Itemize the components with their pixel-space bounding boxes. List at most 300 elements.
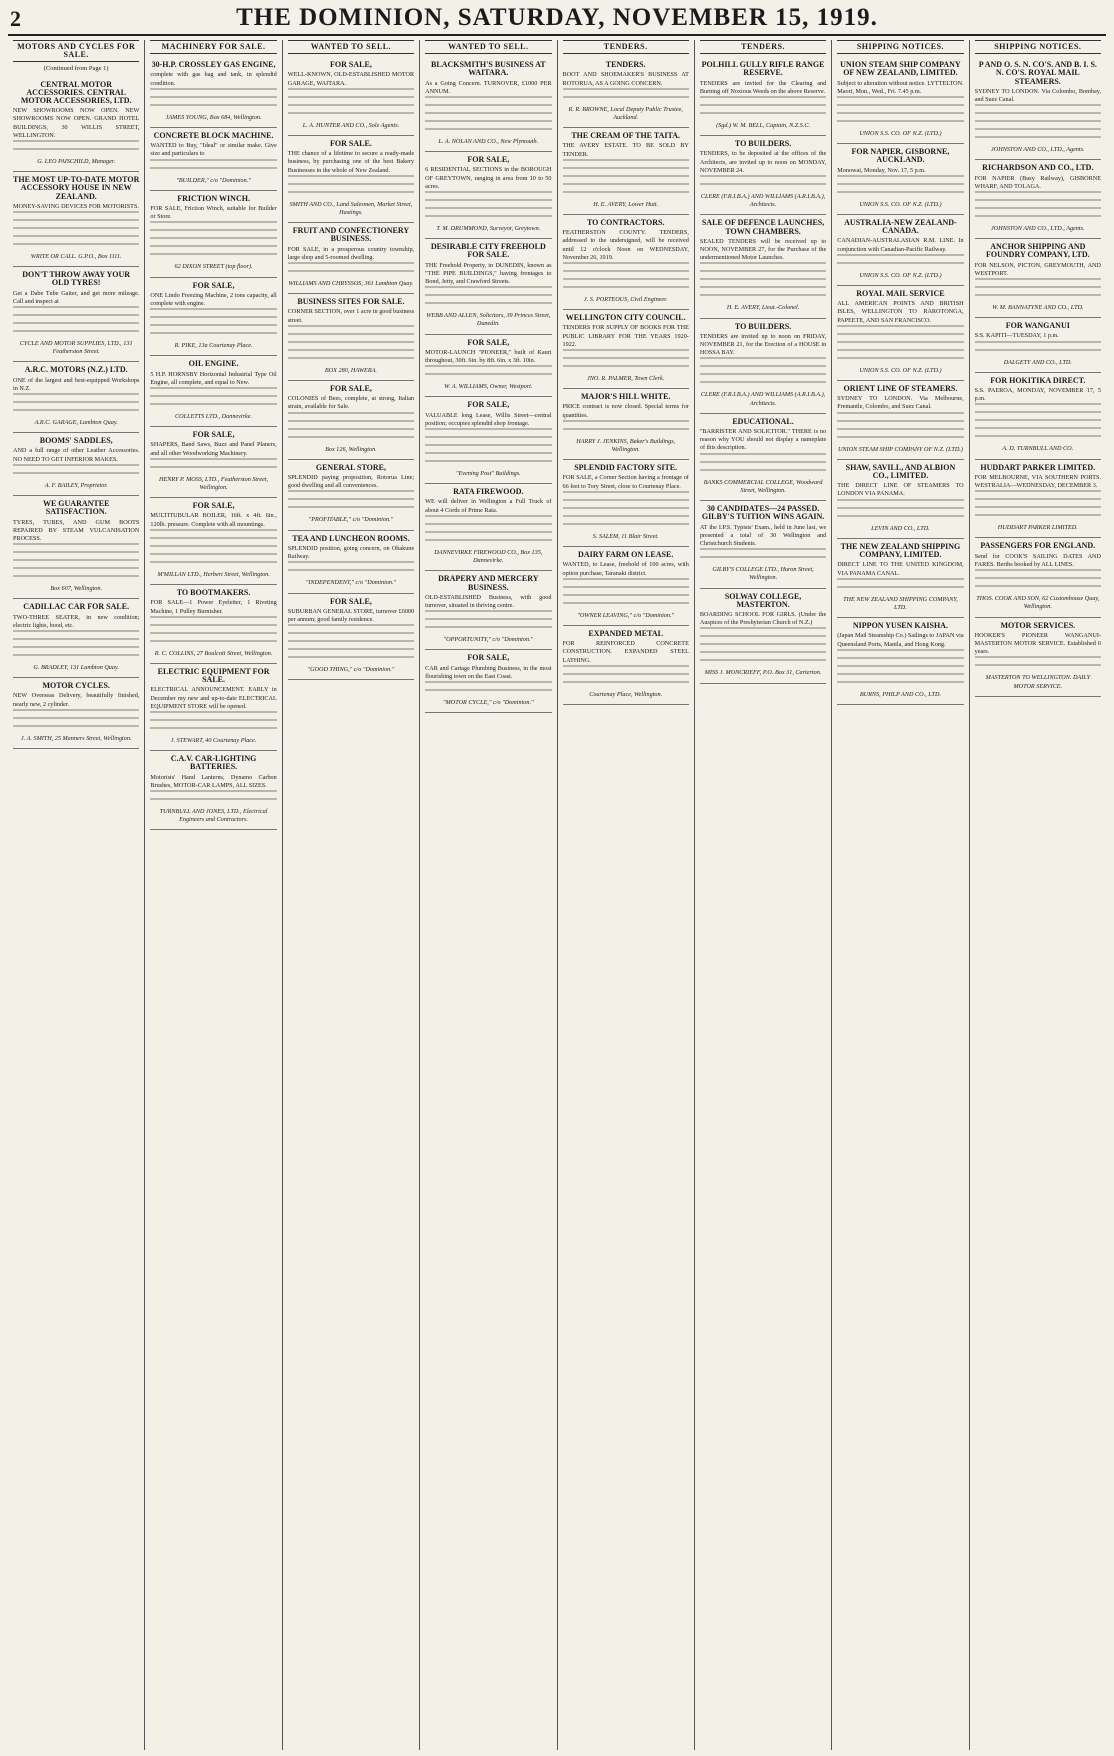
ad-text-lines	[288, 262, 414, 278]
ad-signature: Courtenay Place, Wellington.	[589, 690, 663, 698]
advertisement	[837, 539, 963, 618]
ad-headline: DESIRABLE CITY FREEHOLD FOR SALE.	[430, 242, 546, 260]
ad-signature: "BUILDER," c/o "Dominion."	[176, 176, 251, 184]
ad-text-lines	[13, 306, 139, 338]
ad-text-lines	[425, 365, 551, 381]
advertisement	[975, 373, 1101, 460]
ad-headline: A.R.C. MOTORS (N.Z.) LTD.	[24, 365, 128, 375]
advertisement	[13, 678, 139, 749]
ad-text-lines	[700, 96, 826, 120]
ad-signature: TURNBULL AND JONES, LTD., Electrical Engineers and Contractors.	[159, 807, 268, 824]
ad-signature: L. A. NOLAN AND CO., New Plymouth.	[438, 138, 539, 146]
ad-body-text: SPLENDID position, going concern, on Ohakune Railway.	[287, 544, 415, 561]
ad-body-text: BOOT AND SHOEMAKER'S BUSINESS AT ROTORUA, AS A GOING CONCERN.	[562, 71, 689, 87]
ad-headline: TENDERS.	[605, 60, 646, 70]
newspaper-column	[420, 40, 557, 1750]
ad-headline: DAIRY FARM ON LEASE.	[578, 550, 674, 560]
ad-text-lines	[13, 211, 139, 251]
advertisement	[288, 381, 414, 460]
advertisement	[563, 57, 689, 128]
ad-text-lines	[288, 412, 414, 444]
advertisement	[563, 626, 689, 705]
column-subheading: (Continued from Page 1)	[43, 65, 109, 73]
ad-body-text: FOR NAPIER (Busy Railway), GISBORNE WHARF, AND TOLAGA.	[974, 174, 1101, 190]
ad-text-lines	[975, 403, 1101, 443]
ad-body-text: THE Freehold Property, in DUNEDIN, known as "THE PIPE BUILDINGS," having frontages to Bond, Jetty, and Crawford Streets.	[425, 261, 552, 286]
ad-body-text: FOR SALE, Friction Winch, suitable for Builder or Store.	[150, 205, 277, 221]
ad-headline: EDUCATIONAL.	[732, 416, 794, 426]
ad-signature: HARRY J. JENKINS, Baker's Buildings, Wellington.	[576, 437, 676, 454]
columns-container	[8, 40, 1106, 1750]
advertisement	[288, 57, 414, 136]
advertisement	[13, 172, 139, 267]
ad-headline: TO CONTRACTORS.	[586, 218, 665, 228]
advertisement	[288, 294, 414, 381]
ad-body-text: FOR NELSON, PICTON, GREYMOUTH, AND WESTPORT.	[974, 261, 1101, 277]
ad-text-lines	[13, 630, 139, 662]
advertisement	[975, 318, 1101, 373]
advertisement	[150, 585, 276, 664]
ad-body-text: PRICE contract is now closed. Special terms for quantities.	[562, 403, 689, 419]
advertisement	[700, 136, 826, 215]
ad-text-lines	[150, 159, 276, 175]
ad-body-text: "BARRISTER AND SOLICITOR." THERE is no reason why YOU should not display a nameplate of this description.	[699, 428, 827, 452]
ad-text-lines	[975, 569, 1101, 593]
ad-signature: J. A. SMITH, 25 Manners Street, Wellington.	[20, 734, 132, 742]
ad-text-lines	[700, 548, 826, 564]
ad-headline: POLHILL GULLY RIFLE RANGE RESERVE.	[701, 60, 825, 78]
ad-body-text: SUBURBAN GENERAL STORE, turnover £6000 per annum; good family residence.	[287, 607, 415, 623]
ad-text-lines	[150, 790, 276, 806]
newspaper-column	[145, 40, 282, 1750]
ad-text-lines	[150, 221, 276, 261]
ad-body-text: 6 RESIDENTIAL SECTIONS in the BOROUGH OF GREYTOWN, ranging in area from 10 to 50 acres.	[425, 166, 552, 190]
ad-body-text: SYDNEY TO LONDON. Via Colombo, Bombay, and Suez Canal.	[974, 87, 1101, 104]
ad-text-lines	[975, 191, 1101, 223]
ad-body-text: SHAPERS, Band Saws, Buzz and Panel Planers, and all other Woodworking Machinery.	[150, 441, 277, 457]
ad-headline: HUDDART PARKER LIMITED.	[980, 462, 1096, 472]
ad-body-text: FOR SALE, in a prosperous country township, large shop and 5-roomed dwelling.	[287, 245, 415, 261]
ad-body-text: SEALED TENDERS will be received up to NOON, NOVEMBER 27, for the Purchase of the undermentioned Motor Launches.	[699, 237, 827, 262]
ad-body-text: THE chance of a lifetime to secure a ready-made business, by purchasing one of the best Bakery Businesses in the whole of New Zealand.	[287, 150, 415, 174]
advertisement	[700, 501, 826, 588]
ad-signature: LEVIN AND CO., LTD.	[871, 524, 930, 532]
ad-signature: M'MILLAN LTD., Herbert Street, Wellington.	[157, 570, 270, 578]
ad-headline: TO BOOTMAKERS.	[176, 588, 251, 598]
ad-headline: BLACKSMITH'S BUSINESS AT WAITARA.	[431, 60, 546, 78]
advertisement	[563, 215, 689, 310]
ad-text-lines	[13, 709, 139, 733]
ad-text-lines	[150, 711, 276, 735]
advertisement	[700, 215, 826, 318]
ad-body-text: AND a full range of other Leather Accessories. NO NEED TO GET INFERIOR MAKES.	[13, 447, 140, 463]
ad-signature: BOX 280, HAWERA.	[324, 366, 377, 374]
advertisement	[13, 267, 139, 362]
ad-signature: T. M. DRUMMOND, Surveyor, Greytown.	[436, 225, 541, 233]
ad-body-text: TENDERS, to be deposited at the offices of the Architects, are invited up to noon on MONDAY, NOVEMBER 24.	[699, 150, 827, 174]
ad-headline: SPLENDID FACTORY SITE.	[574, 463, 678, 473]
advertisement	[700, 319, 826, 414]
advertisement	[288, 223, 414, 294]
ad-body-text: SYDNEY TO LONDON. Via Melbourne, Fremantle, Colombo, and Suez Canal.	[837, 395, 964, 411]
advertisement	[150, 664, 276, 751]
ad-body-text: WE will deliver in Wellington a Full Truck of about 4 Cords of Prime Rata.	[425, 498, 552, 514]
ad-headline: WE GUARANTEE SATISFACTION.	[42, 499, 110, 517]
newspaper-column	[283, 40, 420, 1750]
ad-text-lines	[425, 286, 551, 310]
ad-headline: BOOMS' SADDLES,	[39, 436, 113, 446]
ad-signature: A. F. BAILEY, Proprietor.	[44, 481, 108, 489]
advertisement	[975, 538, 1101, 617]
newspaper-column	[970, 40, 1106, 1750]
ad-headline: UNION STEAM SHIP COMPANY OF NEW ZEALAND, LIMITED.	[840, 60, 961, 78]
ad-signature: J. S. PORTEOUS, Civil Engineer.	[583, 296, 668, 304]
ad-signature: MISS J. MONCRIEFF, P.O. Box 31, Carterton.	[704, 669, 822, 677]
ad-text-lines	[837, 175, 963, 199]
ad-text-lines	[150, 308, 276, 340]
ad-signature: H. E. AVERY, Lower Hutt.	[593, 200, 659, 208]
ad-text-lines	[425, 610, 551, 634]
newspaper-title: THE DOMINION, SATURDAY, NOVEMBER 15, 1919.	[236, 4, 878, 31]
ad-body-text: As a Going Concern. TURNOVER, £1000 PER ANNUM.	[425, 79, 552, 95]
ad-body-text: FOR SALE, a Corner Section having a frontage of 66 feet to Tory Street, close to Courtenay Place.	[562, 474, 689, 490]
ad-signature: SMITH AND CO., Land Salesmen, Market Street, Hastings.	[289, 200, 413, 217]
ad-text-lines	[563, 420, 689, 436]
advertisement	[150, 427, 276, 498]
ad-signature: JAMES YOUNG, Box 684, Wellington.	[165, 113, 262, 121]
ad-text-lines	[563, 491, 689, 531]
ad-headline: FOR SALE.	[330, 139, 372, 149]
masthead	[8, 0, 1106, 36]
ad-signature: W. M. BANNATYNE AND CO., LTD.	[992, 304, 1084, 312]
ad-signature: UNION S.S. CO. OF N.Z. (LTD.)	[859, 271, 942, 279]
advertisement	[13, 433, 139, 496]
ad-signature: Box 126, Wellington.	[325, 445, 377, 453]
ad-signature: R. R. BROWNE, Local Deputy Public Trustee, Auckland.	[568, 105, 683, 122]
advertisement	[563, 460, 689, 547]
advertisement	[700, 589, 826, 684]
ad-body-text: Subject to alteration without notice. LYTTELTON. Maori, Mon., Wed., Fri. 7.45 p.m.	[837, 79, 964, 95]
ad-headline: FOR SALE,	[467, 400, 510, 410]
advertisement	[425, 650, 551, 713]
ad-body-text: ELECTRICAL ANNOUNCEMENT. EARLY in December my new and up-to-date ELECTRICAL EQUIPMENT STORE will be opened.	[150, 686, 277, 710]
ad-headline: PASSENGERS FOR ENGLAND.	[980, 541, 1096, 551]
ad-text-lines	[425, 681, 551, 697]
ad-signature: G. LEO PAISCHILD, Manager.	[37, 158, 116, 166]
ad-signature: "MOTOR CYCLE," c/o "Dominion."	[443, 698, 534, 706]
ad-headline: THE NEW ZEALAND SHIPPING COMPANY, LIMITED.	[840, 541, 961, 560]
page-number: 2	[10, 6, 21, 31]
ad-text-lines	[975, 278, 1101, 302]
ad-headline: FOR HOKITIKA DIRECT.	[990, 375, 1086, 385]
advertisement	[288, 136, 414, 223]
ad-text-lines	[837, 649, 963, 689]
advertisement	[563, 389, 689, 460]
ad-headline: DRAPERY AND MERCERY BUSINESS.	[438, 574, 539, 592]
ad-text-lines	[150, 616, 276, 648]
ad-signature: "GOOD THING," c/o "Dominion."	[307, 666, 395, 674]
column-heading: SHIPPING NOTICES.	[975, 40, 1101, 54]
ad-body-text: HOOKER'S PIONEER WANGANUI-MASTERTON MOTOR SERVICE. Established 6 years.	[974, 631, 1101, 656]
advertisement	[150, 128, 276, 191]
ad-text-lines	[837, 325, 963, 365]
ad-text-lines	[563, 349, 689, 373]
ad-body-text: CORNER SECTION, over 1 acre in good business street.	[287, 308, 415, 324]
ad-signature: JNO. R. PALMER, Town Clerk.	[587, 375, 665, 383]
ad-headline: FOR SALE,	[330, 384, 372, 394]
advertisement	[975, 239, 1101, 318]
ad-signature: UNION S.S. CO. OF N.Z. (LTD.)	[859, 366, 942, 374]
ad-text-lines	[288, 624, 414, 664]
column-heading: WANTED TO SELL.	[425, 40, 551, 54]
ad-text-lines	[288, 88, 414, 120]
advertisement	[975, 57, 1101, 160]
ad-signature: (Sgd.) W. M. BELL, Captain, N.Z.S.C.	[716, 122, 811, 130]
ad-headline: 30 CANDIDATES—24 PASSED. GILBY'S TUITION WINS AGAIN.	[701, 504, 825, 522]
newspaper-column	[695, 40, 832, 1750]
ad-headline: SALE OF DEFENCE LAUNCHES, TOWN CHAMBERS.	[701, 218, 825, 236]
ad-text-lines	[700, 627, 826, 667]
ad-text-lines	[700, 453, 826, 477]
ad-body-text: OLD-ESTABLISHED Business, with good turnover, situated in thriving centre.	[425, 593, 552, 609]
ad-headline: TO BUILDERS.	[734, 321, 792, 331]
ad-body-text: Motorists' Hand Lanterns, Dynamo Carbon Brushes, MOTOR-CAR LAMPS, ALL SIZES.	[150, 773, 277, 789]
advertisement	[700, 414, 826, 501]
ad-headline: FOR SALE,	[192, 430, 235, 440]
ad-body-text: TENDERS FOR SUPPLY OF BOOKS FOR THE PUBLIC LIBRARY FOR THE YEARS 1920-1922.	[562, 324, 689, 348]
advertisement	[288, 594, 414, 681]
ad-text-lines	[288, 175, 414, 199]
advertisement	[837, 144, 963, 215]
advertisement	[13, 496, 139, 599]
advertisement	[13, 599, 139, 678]
ad-signature: Box 607, Wellington.	[50, 585, 103, 593]
ad-headline: ELECTRIC EQUIPMENT FOR SALE.	[157, 666, 270, 685]
ad-body-text: CANADIAN-AUSTRALASIAN R.M. LINE. In conjunction with Canadian-Pacific Railway.	[837, 237, 964, 253]
ad-text-lines	[288, 561, 414, 577]
ad-signature: JOHNSTON AND CO., LTD., Agents.	[991, 225, 1085, 233]
ad-headline: OIL ENGINE.	[188, 359, 239, 369]
ad-headline: FOR SALE,	[467, 155, 510, 165]
ad-body-text: WANTED, to Lease, freehold of 100 acres, with option purchase, Taranaki district.	[562, 561, 689, 577]
ad-body-text: ALL AMERICAN POINTS AND BRITISH ISLES, WELLINGTON TO RAROTONGA, PAPEETE, AND SAN FRANCISCO.	[837, 300, 964, 324]
ad-body-text: NEW SHOWROOMS NOW OPEN. NEW SHOWROOMS NOW OPEN. GRAND HOTEL BUILDINGS, 30 WILLIS STREET, WELLINGTON.	[13, 107, 140, 139]
ad-signature: L. A. HUNTER AND CO., Sole Agents.	[302, 121, 400, 129]
ad-headline: GENERAL STORE,	[315, 462, 386, 472]
ad-text-lines	[150, 458, 276, 474]
ad-headline: FOR NAPIER, GISBORNE, AUCKLAND.	[851, 147, 950, 165]
ad-text-lines	[563, 159, 689, 199]
ad-text-lines	[13, 393, 139, 417]
ad-text-lines	[975, 104, 1101, 144]
ad-body-text: Get a Dabe Tube Gaiter, and get more mileage. Call and inspect at	[13, 289, 140, 305]
ad-headline: ROYAL MAIL SERVICE	[856, 289, 945, 299]
ad-body-text: Monowai, Monday, Nov. 17, 5 p.m.	[837, 166, 926, 174]
newspaper-column	[558, 40, 695, 1750]
ad-headline: P AND O. S. N. CO'S. AND B. I. S. N. CO'S. ROYAL MAIL STEAMERS.	[978, 60, 1097, 86]
ad-body-text: FOR MELBOURNE, VIA SOUTHERN PORTS. WESTRALIA—WEDNESDAY, DECEMBER 3.	[974, 473, 1101, 490]
ad-body-text: AT the I.P.S. Typists' Exam., held in June last, we presented a total of 30 Wellington and Christchurch Students.	[699, 523, 827, 547]
advertisement	[837, 286, 963, 381]
ad-text-lines	[288, 490, 414, 514]
ad-signature: DALGETY AND CO., LTD.	[1003, 358, 1072, 366]
ad-body-text: WELL-KNOWN, OLD-ESTABLISHED MOTOR GARAGE, WAITARA.	[287, 71, 415, 87]
ad-body-text: NEW Overseas Delivery, beautifully finished, nearly new, 2 cylinder.	[13, 692, 140, 708]
ad-text-lines	[837, 254, 963, 270]
advertisement	[837, 57, 963, 144]
ad-body-text: ONE of the largest and best-equipped Workshops in N.Z.	[13, 376, 140, 392]
ad-body-text: TENDERS are invited for the Clearing and Burning off Noxious Weeds on the above Reserve.	[699, 79, 827, 95]
advertisement	[837, 618, 963, 705]
ad-signature: "Evening Post" Buildings.	[455, 470, 521, 478]
ad-body-text: VALUABLE long Lease, Willis Street—central position; occupies splendid shop frontage.	[425, 411, 552, 427]
ad-signature: "OWNER LEAVING," c/o "Dominion."	[577, 611, 675, 619]
ad-headline: NIPPON YUSEN KAISHA.	[852, 621, 948, 631]
advertisement	[13, 362, 139, 433]
ad-headline: BUSINESS SITES FOR SALE.	[297, 297, 405, 307]
ad-signature: CLERE (F.R.I.B.A.) AND WILLIAMS (A.R.I.B.A.), Architects.	[700, 193, 826, 209]
ad-signature: WEBB AND ALLEN, Solicitors, 39 Princes Street, Dunedin.	[426, 312, 551, 328]
ad-headline: SOLWAY COLLEGE, MASTERTON.	[724, 591, 802, 609]
ad-body-text: MOTOR-LAUNCH "PIONEER," built of Kauri throughout, 30ft. 6in. by 8ft. 6in. x 3ft. 10in.	[425, 348, 552, 365]
column-heading: MACHINERY FOR SALE.	[150, 40, 276, 54]
advertisement	[563, 128, 689, 215]
ad-headline: RICHARDSON AND CO., LTD.	[982, 163, 1094, 173]
ad-signature: "OPPORTUNITY," c/o "Dominion."	[443, 636, 534, 644]
ad-signature: WRITE OR CALL. G.P.O., Box 1111.	[30, 253, 122, 261]
ad-text-lines	[150, 387, 276, 411]
ad-signature: HUDDART PARKER LIMITED.	[997, 524, 1078, 532]
ad-body-text: THE AVERY ESTATE. TO BE SOLD BY TENDER.	[562, 142, 689, 158]
ad-headline: RATA FIREWOOD.	[453, 487, 524, 497]
advertisement	[425, 57, 551, 152]
advertisement	[425, 239, 551, 334]
ad-body-text: Send for COOK'S SAILING DATES AND FARES. Berths booked by ALL LINES.	[974, 552, 1101, 568]
ad-headline: FRUIT AND CONFECTIONERY BUSINESS.	[292, 226, 410, 244]
advertisement	[425, 152, 551, 239]
ad-headline: ORIENT LINE OF STEAMERS.	[843, 384, 958, 394]
advertisement	[837, 460, 963, 539]
ad-signature: S. SALEM, 11 Blair Street.	[592, 532, 659, 540]
advertisement	[563, 547, 689, 626]
ad-text-lines	[563, 665, 689, 689]
ad-headline: SHAW, SAVILL, AND ALBION CO., LIMITED.	[845, 462, 956, 481]
ad-signature: R. C. COLLINS, 27 Boulcott Street, Wellington.	[154, 649, 273, 657]
ad-body-text: FEATHERSTON COUNTY. TENDERS, addressed to the undersigned, will be received until 12 o'clock Noon on WEDNESDAY, November 26, 1919.	[562, 229, 689, 261]
ad-headline: THE CREAM OF THE TAITA.	[571, 131, 681, 141]
ad-headline: WELLINGTON CITY COUNCIL.	[565, 313, 686, 323]
ad-text-lines	[150, 529, 276, 569]
ad-headline: CONCRETE BLOCK MACHINE.	[153, 131, 274, 141]
ad-headline: FOR SALE,	[467, 337, 510, 347]
advertisement	[837, 381, 963, 460]
ad-text-lines	[563, 88, 689, 104]
ad-text-lines	[13, 140, 139, 156]
ad-headline: AUSTRALIA-NEW ZEALAND-CANADA.	[844, 218, 957, 236]
ad-signature: UNION S.S. CO. OF N.Z. (LTD.)	[859, 130, 942, 138]
advertisement	[837, 215, 963, 286]
ad-signature: THOS. COOK AND SON, 62 Customhouse Quay, Wellington.	[976, 595, 1100, 611]
ad-headline: CENTRAL MOTOR ACCESSORIES. CENTRAL MOTOR ACCESSORIES, LTD.	[20, 79, 132, 106]
ad-signature: COLLETTS LTD., Dannevirke.	[175, 413, 253, 421]
ad-headline: FRICTION WINCH.	[177, 193, 250, 203]
ad-body-text: (Japan Mail Steamship Co.) Sailings to JAPAN via Queensland Ports, Manila, and Hong Kong.	[837, 632, 964, 648]
ad-body-text: MULTITUBULAR BOILER, 16ft. x 4ft. 6in., 120lb. pressure. Complete with all mountings.	[150, 512, 277, 528]
ad-text-lines	[837, 578, 963, 594]
ad-headline: MAJOR'S HILL WHITE.	[580, 392, 671, 402]
ad-headline: FOR SALE,	[330, 60, 372, 70]
ad-headline: CADILLAC CAR FOR SALE.	[23, 602, 130, 612]
ad-headline: 30-H.P. CROSSLEY GAS ENGINE,	[151, 60, 276, 70]
advertisement	[150, 751, 276, 830]
ad-signature: A.R.C. GARAGE, Lambton Quay.	[34, 419, 118, 427]
advertisement	[150, 498, 276, 585]
ad-signature: BURNS, PHILP AND CO., LTD.	[859, 690, 941, 698]
ad-text-lines	[13, 543, 139, 583]
ad-signature: R. PIKE, 13a Courtenay Place.	[174, 342, 253, 350]
advertisement	[288, 460, 414, 531]
ad-headline: FOR SALE,	[467, 653, 510, 663]
ad-body-text: CAR and Cartage Plumbing Business, in the most flourishing town on the East Coast.	[425, 664, 552, 680]
column-heading: TENDERS.	[563, 40, 689, 54]
ad-signature: UNION STEAM SHIP COMPANY OF N.Z. (LTD.)	[837, 445, 963, 453]
ad-text-lines	[700, 262, 826, 302]
column-heading: SHIPPING NOTICES.	[837, 40, 963, 54]
ad-signature: G. BRADLEY, 131 Lambton Quay.	[33, 663, 119, 671]
ad-headline: THE MOST UP-TO-DATE MOTOR ACCESSORY HOUSE IN NEW ZEALAND.	[13, 175, 140, 201]
ad-headline: MOTOR SERVICES.	[1000, 620, 1076, 630]
ad-body-text: THE DIRECT LINE OF STEAMERS TO LONDON VIA PANAMA.	[837, 482, 964, 498]
ad-headline: FOR SALE,	[192, 501, 235, 511]
ad-body-text: BOARDING SCHOOL FOR GIRLS. (Under the Auspices of the Presbyterian Church of N.Z.)	[699, 610, 827, 627]
ad-signature: GILBY'S COLLEGE LTD., Huron Street, Wellington.	[712, 566, 814, 582]
advertisement	[975, 160, 1101, 239]
ad-headline: TO BUILDERS.	[734, 139, 792, 149]
ad-text-lines	[150, 88, 276, 112]
ad-body-text: TYRES, TUBES, AND GUM BOOTS REPAIRED BY STEAM VULCANISATION PROCESS.	[13, 518, 140, 542]
ad-body-text: 5 H.P. HORNSBY Horizontal Industrial Type Oil Engine, all complete, and equal to New.	[150, 370, 277, 386]
ad-text-lines	[563, 578, 689, 610]
ad-headline: TEA AND LUNCHEON ROOMS.	[292, 533, 410, 543]
ad-body-text: COLONIES of Bees, complete, at strong, Italian strain, available for Sale.	[287, 395, 415, 411]
ad-text-lines	[13, 464, 139, 480]
ad-headline: FOR SALE,	[330, 596, 372, 606]
ad-text-lines	[425, 428, 551, 468]
ad-signature: HENRY P. MOSS, LTD., Featherston Street, Wellington.	[159, 475, 269, 492]
advertisement	[150, 278, 276, 357]
ad-headline: ANCHOR SHIPPING AND FOUNDRY COMPANY, LTD.	[986, 242, 1090, 260]
ad-body-text: FOR REINFORCED CONCRETE CONSTRUCTION. EXPANDED STEEL LATHING.	[562, 640, 689, 664]
ad-signature: DANNEVIRKE FIREWOOD CO., Box 135, Dannevirke.	[434, 548, 543, 565]
ad-text-lines	[425, 191, 551, 223]
ad-text-lines	[425, 96, 551, 136]
ad-text-lines	[837, 412, 963, 444]
ad-body-text: DIRECT LINE TO THE UNITED KINGDOM, VIA PANAMA CANAL.	[837, 561, 964, 577]
ad-signature: CLERE (F.R.I.B.A.) AND WILLIAMS (A.R.I.B.A.), Architects.	[700, 391, 826, 407]
newspaper-column	[832, 40, 969, 1750]
column-heading: TENDERS.	[700, 40, 826, 54]
ad-headline: C.A.V. CAR-LIGHTING BATTERIES.	[170, 754, 257, 772]
ad-headline: DON'T THROW AWAY YOUR OLD TYRES!	[22, 270, 131, 288]
ad-signature: BANKS COMMERCIAL COLLEGE, Woodward Street, Wellington.	[703, 478, 823, 494]
ad-signature: A. D. TURNBULL AND CO.	[1002, 445, 1074, 453]
ad-text-lines	[288, 325, 414, 365]
ad-signature: MASTERTON TO WELLINGTON. DAILY MOTOR SERVICE.	[985, 674, 1091, 690]
ad-signature: W. A. WILLIAMS, Owner, Westport.	[444, 383, 533, 391]
ad-text-lines	[425, 515, 551, 547]
ad-signature: THE NEW ZEALAND SHIPPING COMPANY, LTD.	[843, 595, 958, 611]
ad-signature: JOHNSTON AND CO., LTD., Agents.	[991, 146, 1085, 154]
